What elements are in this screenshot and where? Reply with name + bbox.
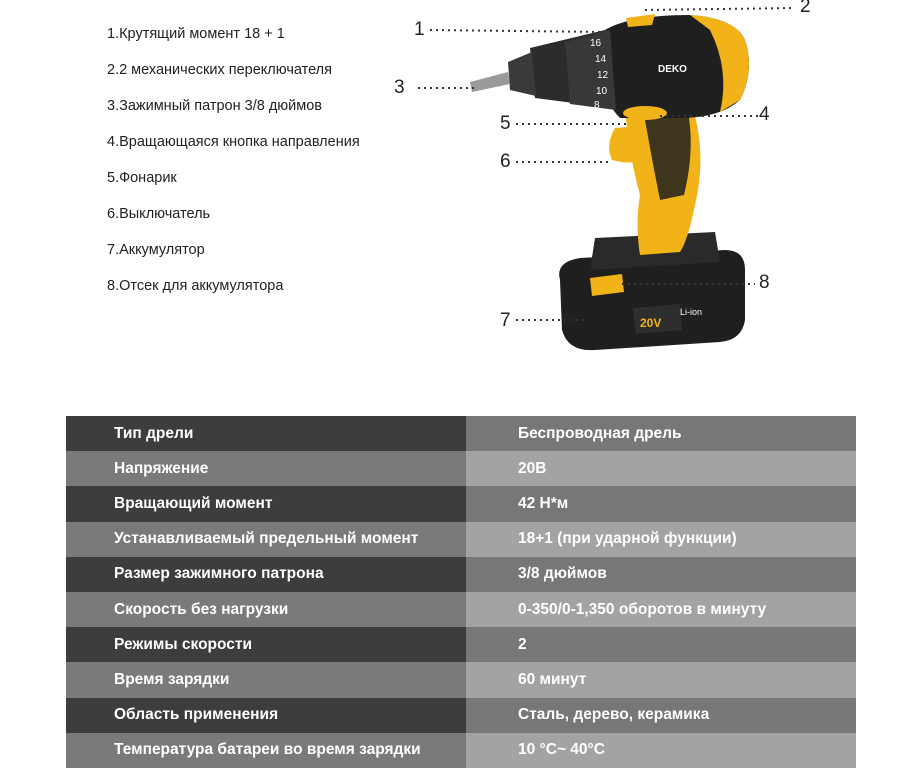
feature-item: 2.2 механических переключателя: [107, 62, 332, 78]
spec-label: Температура батареи во время зарядки: [66, 733, 466, 768]
clutch-number: 12: [597, 70, 609, 81]
trigger-shape: [609, 126, 642, 163]
spec-label: Вращающий момент: [66, 486, 466, 521]
spec-value: 0-350/0-1,350 оборотов в минуту: [466, 592, 856, 627]
feature-item: 6.Выключатель: [107, 206, 211, 222]
brand-label: DEKO: [658, 64, 687, 75]
drill-image: [390, 0, 920, 370]
table-row: [66, 486, 856, 521]
table-row: [66, 662, 856, 697]
spec-value: 42 Н*м: [466, 486, 856, 521]
spec-label: Время зарядки: [66, 662, 466, 697]
clutch-number: 10: [596, 86, 608, 97]
spec-label: Область применения: [66, 698, 466, 733]
table-row: [66, 416, 856, 451]
callout-number: 1: [414, 19, 425, 40]
spec-label: Устанавливаемый предельный момент: [66, 522, 466, 557]
direction-button: [623, 106, 667, 120]
feature-list: [107, 24, 360, 312]
spec-label: Режимы скорости: [66, 627, 466, 662]
spec-value: 20В: [466, 451, 856, 486]
spec-value: Беспроводная дрель: [466, 416, 856, 451]
callout-number: 3: [394, 77, 405, 98]
spec-value: Сталь, дерево, керамика: [466, 698, 856, 733]
spec-value: 60 минут: [466, 662, 856, 697]
battery-type-label: Li-ion: [680, 307, 703, 317]
feature-item: 3.Зажимный патрон 3/8 дюймов: [107, 98, 323, 114]
clutch-number: 16: [590, 38, 602, 49]
spec-value: 10 °C~ 40°C: [466, 733, 856, 768]
spec-table: [66, 416, 856, 768]
spec-value: 18+1 (при ударной функции): [466, 522, 856, 557]
callout-number: 4: [759, 104, 770, 125]
callout-number: 7: [500, 310, 511, 331]
drill-illustration: [390, 0, 920, 370]
spec-value: 3/8 дюймов: [466, 557, 856, 592]
table-row: [66, 698, 856, 733]
callout-number: 6: [500, 151, 511, 172]
callout-number: 8: [759, 272, 770, 293]
table-row: [66, 733, 856, 768]
feature-item: 1.Крутящий момент 18 + 1: [107, 26, 285, 42]
spec-label: Напряжение: [66, 451, 466, 486]
table-row: [66, 592, 856, 627]
spec-label: Размер зажимного патрона: [66, 557, 466, 592]
table-row: [66, 627, 856, 662]
feature-item: 4.Вращающаяся кнопка направления: [107, 134, 360, 150]
feature-item: 5.Фонарик: [107, 170, 177, 186]
table-row: [66, 557, 856, 592]
clutch-number: 14: [595, 54, 607, 65]
callout-number: 5: [500, 113, 511, 134]
table-row: [66, 522, 856, 557]
spec-label: Тип дрели: [66, 416, 466, 451]
chuck-jaws: [470, 72, 510, 92]
feature-item: 7.Аккумулятор: [107, 242, 205, 258]
callout-number: 2: [800, 0, 811, 17]
clutch-number: 8: [594, 100, 600, 111]
spec-value: 2: [466, 627, 856, 662]
gear-switch: [626, 14, 655, 27]
spec-label: Скорость без нагрузки: [66, 592, 466, 627]
battery-voltage-label: 20V: [640, 316, 662, 330]
table-row: [66, 451, 856, 486]
feature-item: 8.Отсек для аккумулятора: [107, 278, 284, 294]
